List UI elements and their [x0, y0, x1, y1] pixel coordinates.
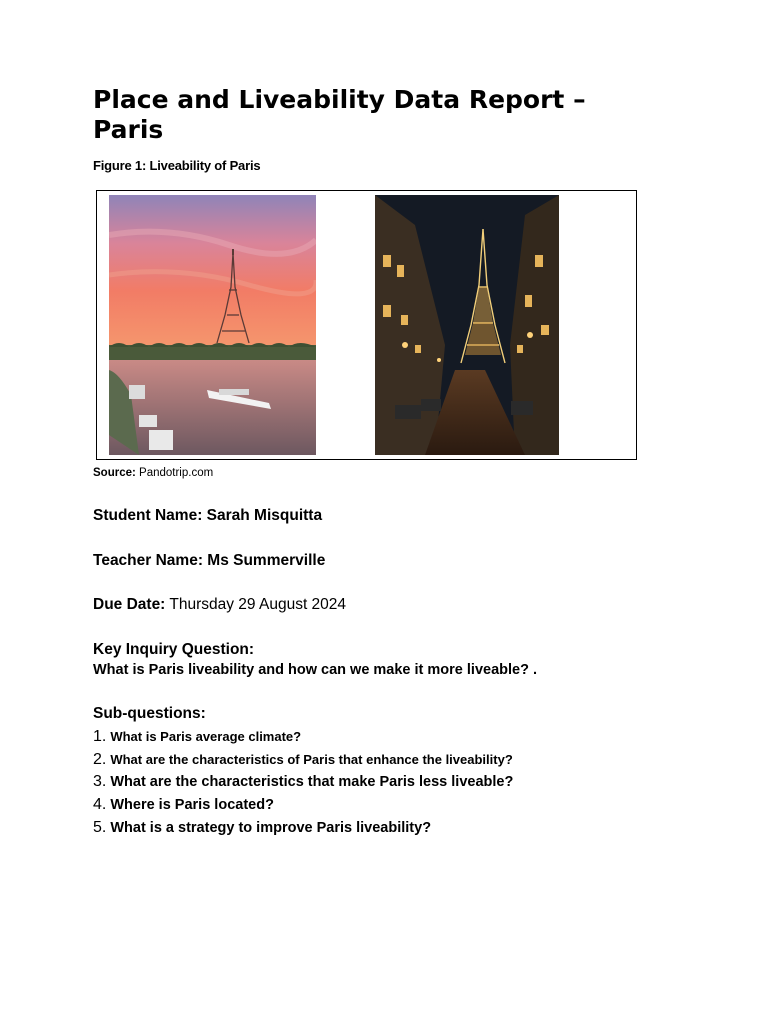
eiffel-night-street-photo	[375, 195, 559, 455]
due-date-label: Due Date:	[93, 596, 166, 613]
due-date	[93, 596, 346, 614]
student-name	[93, 507, 322, 525]
figure-frame	[96, 190, 637, 460]
sub-questions-list	[93, 726, 513, 839]
list-item: 2. What are the characteristics of Paris that enhance the liveability?	[93, 751, 513, 768]
sub-questions-label: Sub-questions:	[93, 705, 206, 722]
key-inquiry-question-text: What is Paris liveability and how can we make it more liveable? .	[93, 662, 538, 678]
list-item: 1. What is Paris average climate?	[93, 728, 302, 745]
list-item: 5. What is a strategy to improve Paris liveability?	[93, 819, 432, 836]
list-item: 3. What are the characteristics that make Paris less liveable?	[93, 773, 514, 790]
student-name-text: Student Name: Sarah Misquitta	[93, 507, 323, 524]
figure-caption: Figure 1: Liveability of Paris	[93, 158, 261, 173]
figure-source	[93, 467, 213, 479]
key-inquiry-question-label: Key Inquiry Question:	[93, 641, 255, 658]
report-title: Place and Liveability Data Report – Paris	[93, 85, 586, 144]
eiffel-sunset-photo	[109, 195, 316, 455]
source-label: Source:	[93, 467, 136, 479]
teacher-name	[93, 552, 325, 570]
due-date-value: Thursday 29 August 2024	[169, 596, 347, 613]
list-item: 4. Where is Paris located?	[93, 796, 274, 813]
source-value: Pandotrip.com	[139, 467, 214, 479]
teacher-name-text: Teacher Name: Ms Summerville	[93, 552, 326, 569]
